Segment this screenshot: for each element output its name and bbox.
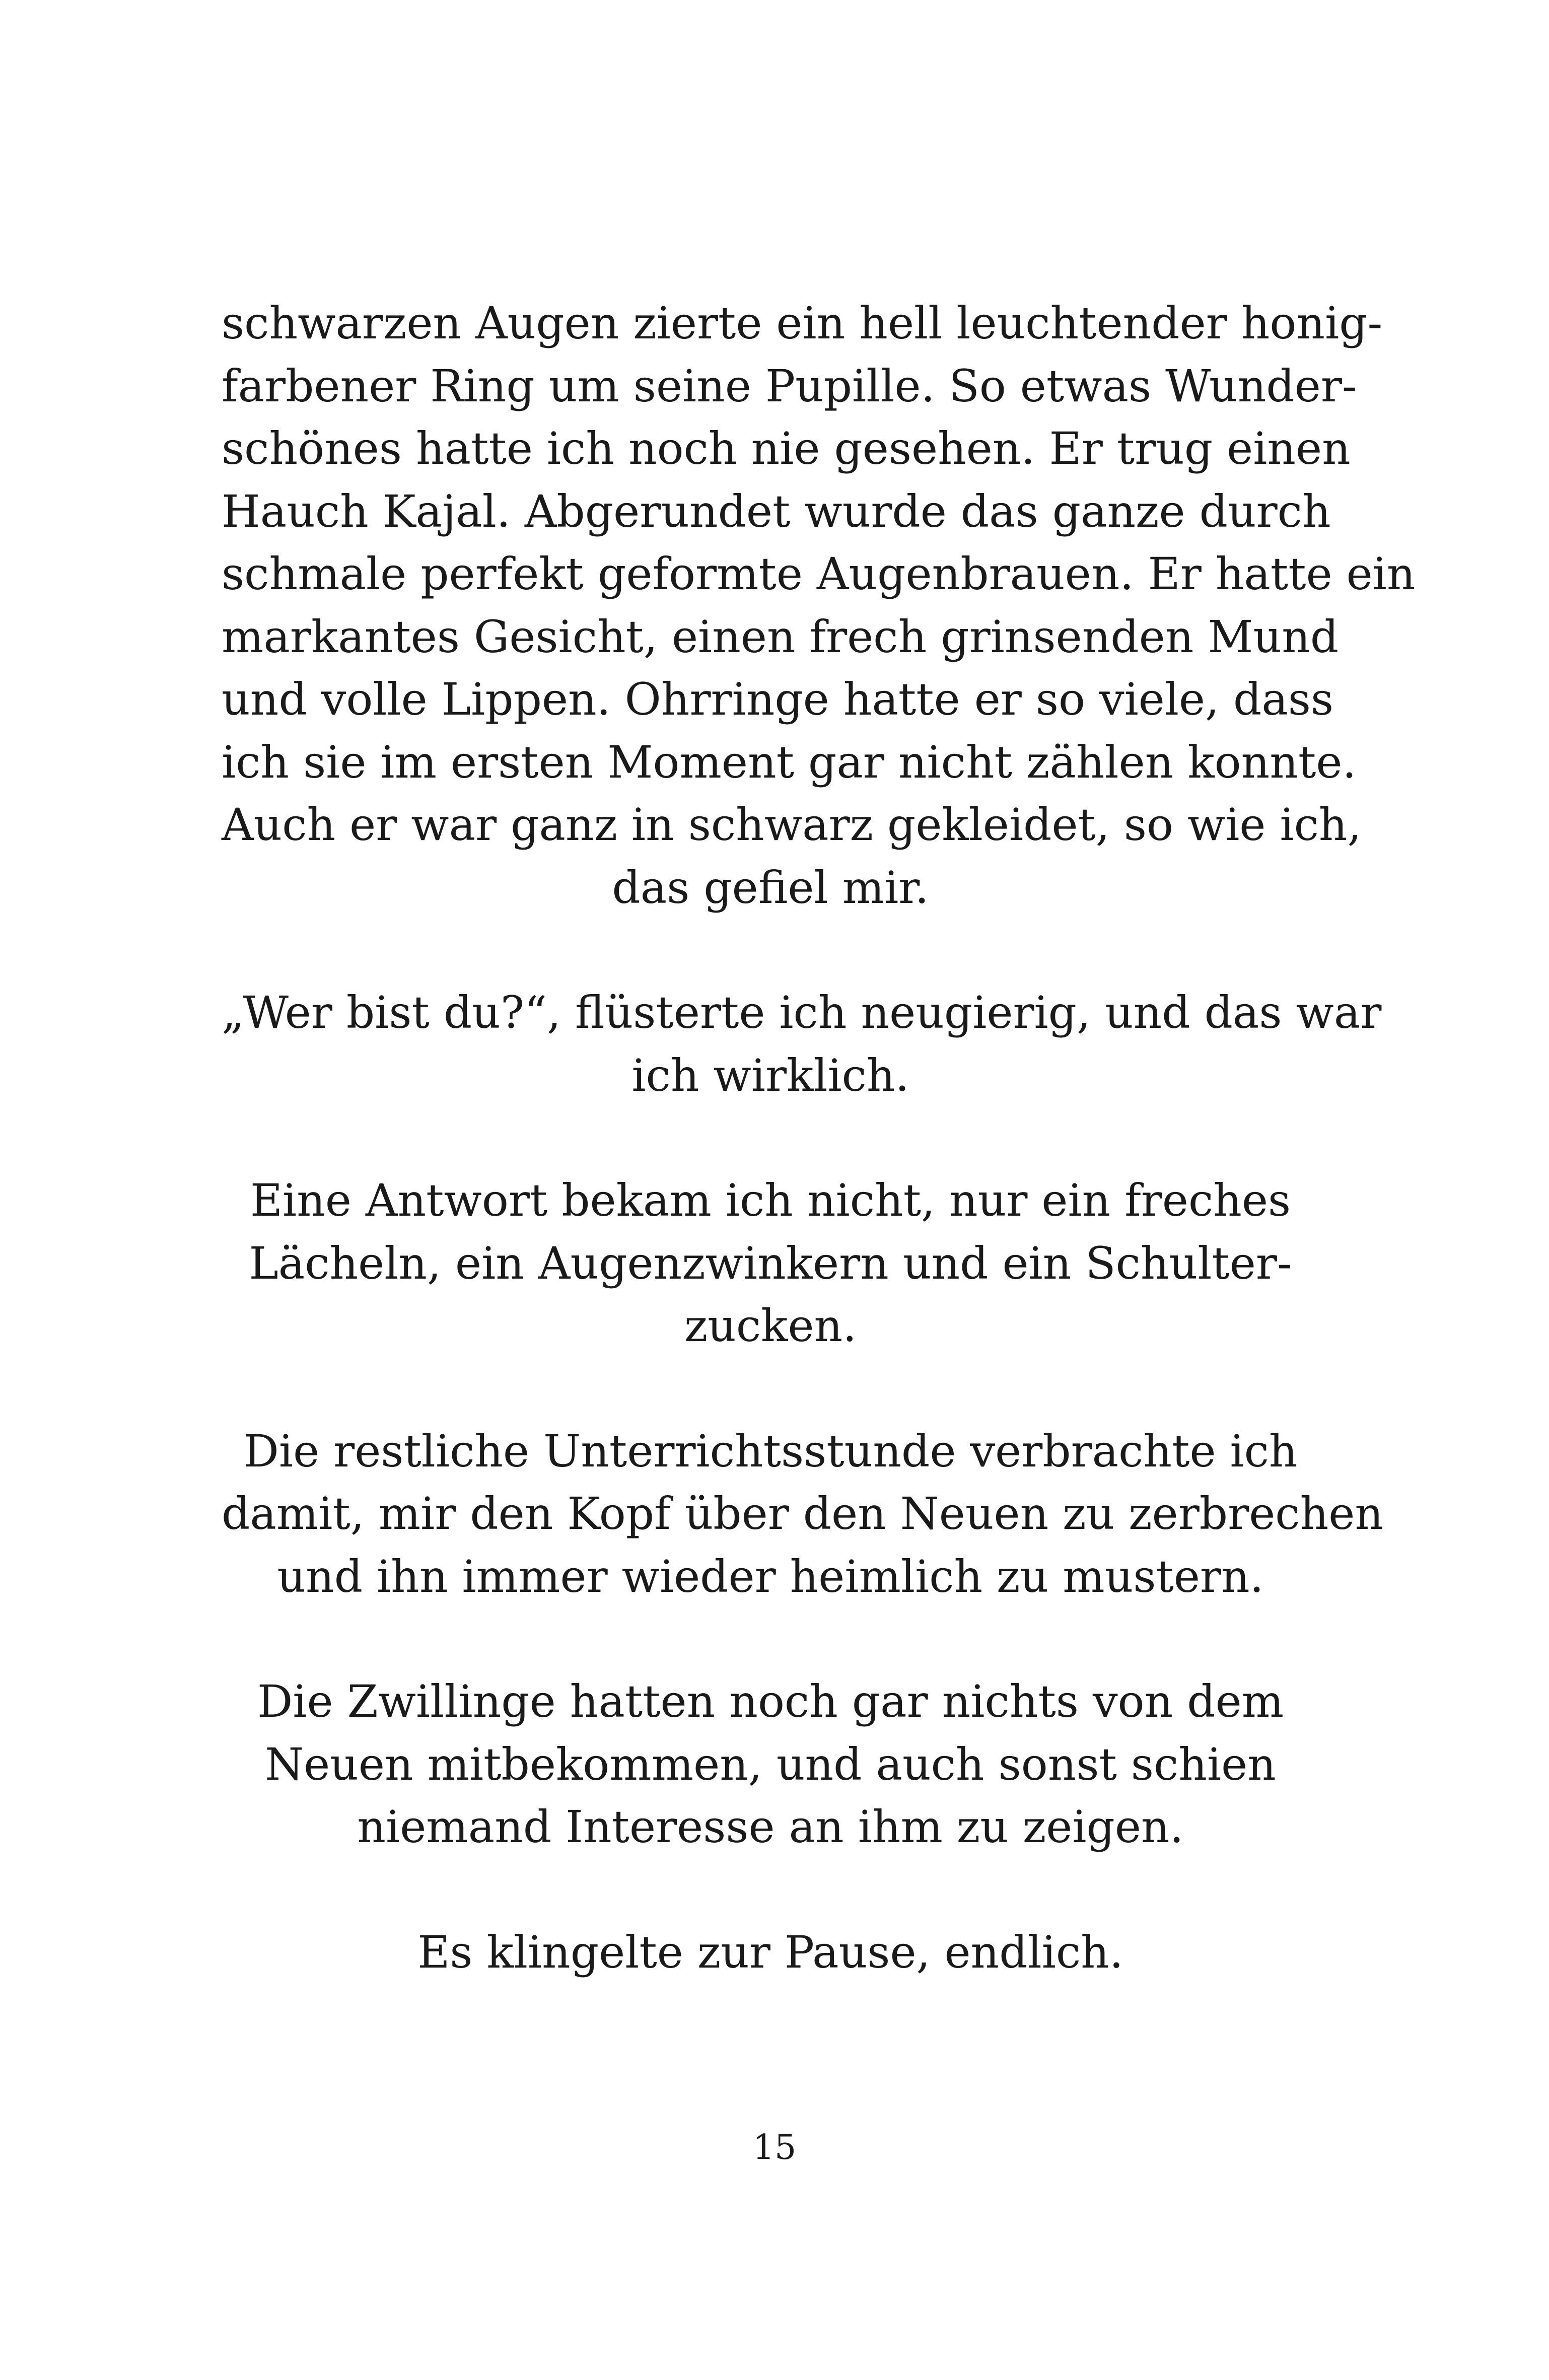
text-line: schwarzen Augen zierte ein hell leuchtender honig- [222,297,1383,349]
text-line: Die Zwillinge hatten noch gar nichts von dem [257,1675,1284,1727]
paragraph [222,292,1416,919]
paragraph [222,982,1382,1107]
text-line: niemand Interesse an ihm zu zeigen. [357,1801,1184,1853]
text-line: Die restliche Unterrichtsstunde verbrachte ich [243,1425,1298,1477]
text-line: Hauch Kajal. Abgerundet wurde das ganze durch [222,485,1331,537]
text-line: Neuen mitbekommen, und auch sonst schien [265,1738,1276,1790]
paragraph [222,1670,1319,1859]
text-line: und volle Lippen. Ohrringe hatte er so viele, dass [222,673,1334,725]
text-line: markantes Gesicht, einen frech grinsenden Mund [222,610,1339,663]
page-number: 15 [752,2128,797,2167]
text-line: schmale perfekt geformte Augenbrauen. Er hatte ein [222,548,1416,600]
text-line: farbener Ring um seine Pupille. So etwas Wunder- [222,360,1357,412]
paragraph [222,1169,1319,1358]
text-line: zucken. [684,1300,857,1352]
text-line: das gefiel mir. [612,861,929,914]
text-line: ich wirklich. [631,1049,909,1101]
text-line: Lächeln, ein Augenzwinkern und ein Schulter- [249,1237,1292,1289]
text-line: und ihn immer wieder heimlich zu mustern. [277,1550,1264,1602]
text-line: Eine Antwort bekam ich nicht, nur ein freches [250,1174,1291,1226]
text-line: ich sie im ersten Moment gar nicht zählen konnte. [222,736,1357,788]
text-line: „Wer bist du?“, flüsterte ich neugierig, und das war [222,987,1382,1038]
text-line: Auch er war ganz in schwarz gekleidet, so wie ich, [222,799,1362,851]
text-line: Es klingelte zur Pause, endlich. [417,1926,1123,1978]
text-line: schönes hatte ich noch nie gesehen. Er trug einen [222,423,1351,474]
paragraph [222,1921,1319,1984]
body-text [222,292,1416,2046]
paragraph [222,1420,1383,1608]
text-line: damit, mir den Kopf über den Neuen zu zerbrechen [222,1488,1383,1539]
